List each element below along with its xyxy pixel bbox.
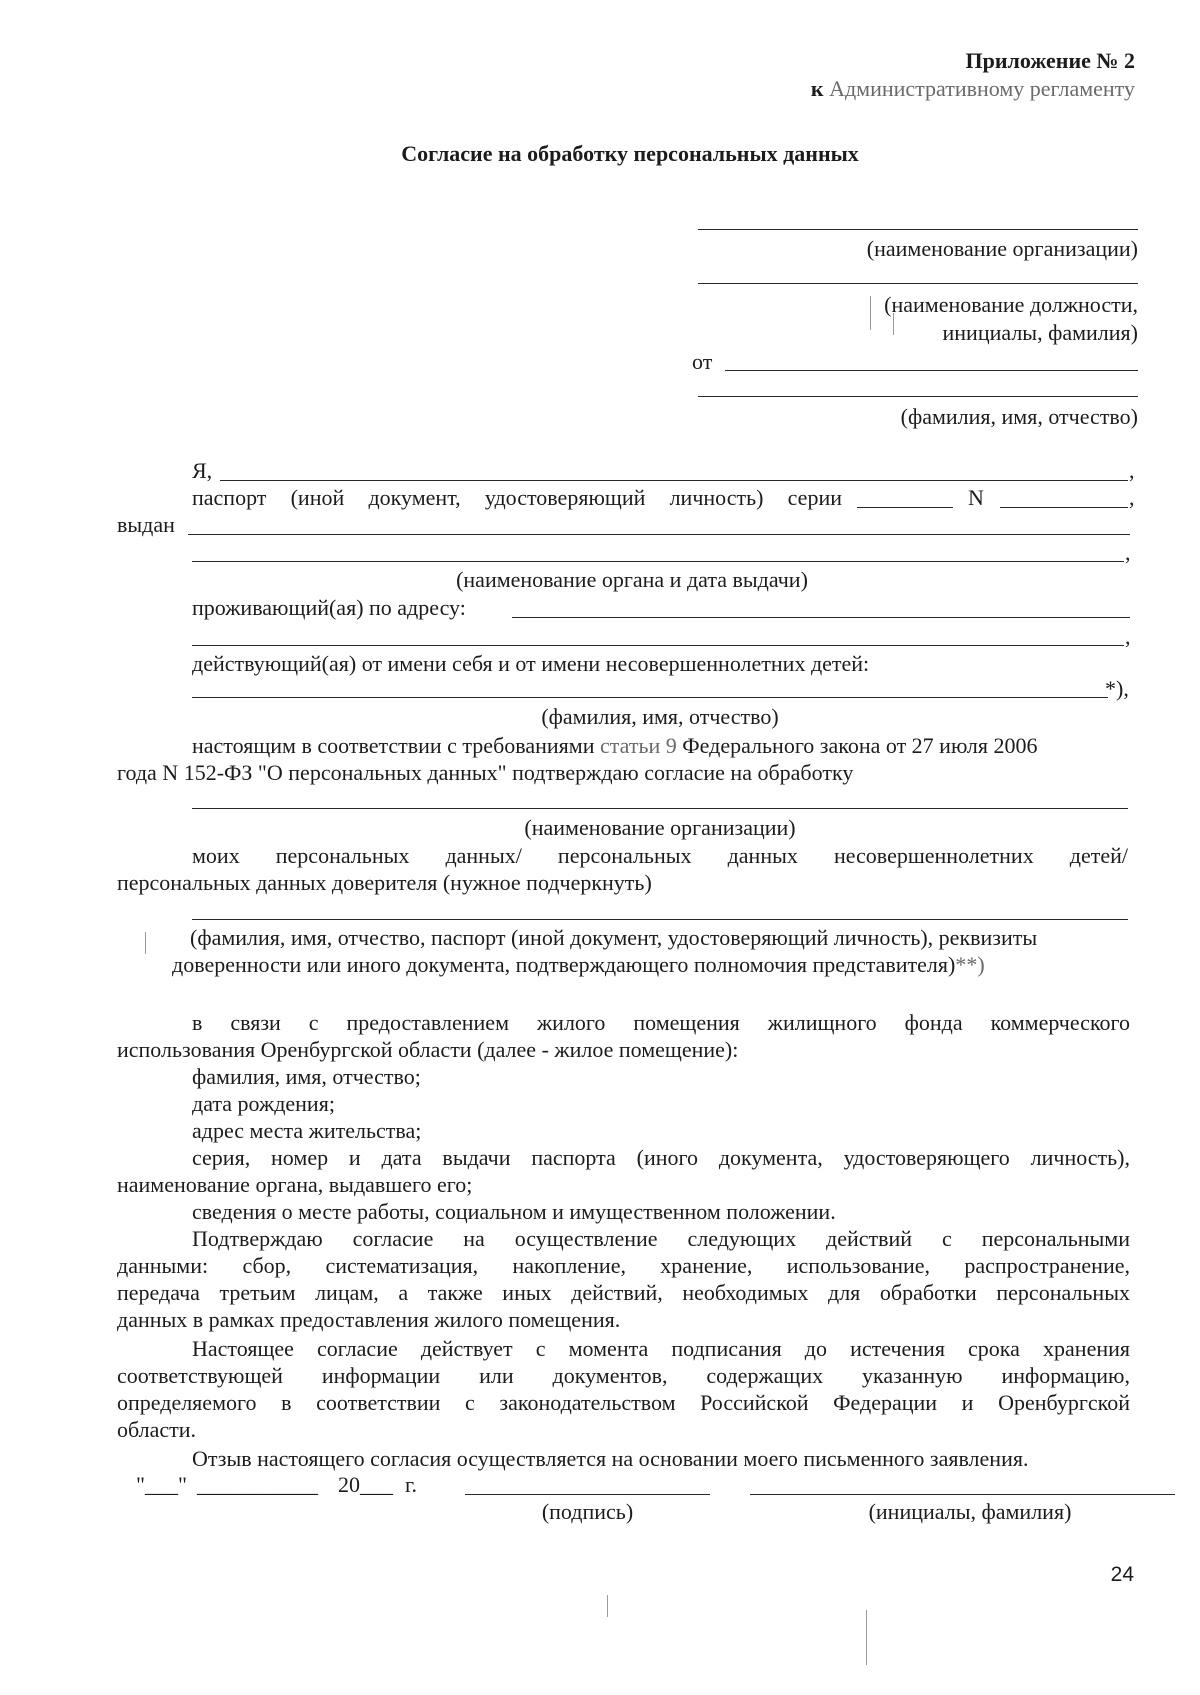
appendix-to-rest: Административному регламенту [829, 76, 1135, 101]
date-month[interactable]: ___________ [197, 1472, 318, 1497]
name-line[interactable] [750, 1494, 1175, 1495]
number-line[interactable] [1000, 507, 1128, 508]
issuer-caption: (наименование органа и дата выдачи) [456, 567, 808, 592]
children-line[interactable] [192, 697, 1108, 698]
appendix-to-prefix: к [810, 76, 824, 101]
validity-line-3: определяемого в соответствии с законодательством Российской Федерации и Оренбургской [117, 1390, 1130, 1415]
list-item: дата рождения; [192, 1091, 335, 1116]
scan-mark [866, 1610, 867, 1665]
number-label: N [968, 485, 984, 510]
i-fullname-line[interactable] [220, 480, 1128, 481]
actions-line-1: Подтверждаю согласие на осуществление следующих действий с персональными [192, 1226, 1130, 1251]
rep-caption-2 [172, 952, 985, 978]
law-text-c: Федерального закона от 27 июля 2006 [682, 733, 1038, 758]
purpose-line-2: использования Оренбургской области (далее - жилое помещение): [117, 1037, 739, 1062]
address-comma: , [1125, 624, 1131, 649]
law-article-link[interactable]: статьи 9 [600, 733, 677, 758]
from-label: от [692, 349, 713, 374]
validity-line-2: соответствующей информации или документов, содержащих указанную информацию, [117, 1363, 1130, 1388]
issued-line-1[interactable] [188, 534, 1130, 535]
i-label: Я, [192, 458, 213, 483]
my-data-line-2: персональных данных доверителя (нужное подчеркнуть) [117, 870, 652, 895]
scan-mark [145, 932, 146, 954]
scan-mark [893, 313, 894, 335]
children-star: *), [1105, 676, 1129, 701]
representative-line[interactable] [192, 919, 1128, 920]
issued-comma: , [1125, 540, 1131, 565]
issued-label: выдан [117, 512, 175, 537]
scan-mark [607, 1595, 608, 1617]
validity-line-1: Настоящее согласие действует с момента подписания до истечения срока хранения [192, 1336, 1130, 1361]
my-data-line-1: моих персональных данных/ персональных данных несовершеннолетних детей/ [192, 843, 1128, 868]
law-line-1 [192, 733, 1037, 759]
from-line[interactable] [725, 370, 1138, 371]
passport-text: паспорт (иной документ, удостоверяющий личность) серии [192, 485, 842, 510]
actions-line-3: передача третьим лицам, а также иных действий, необходимых для обработки персональных [117, 1280, 1130, 1305]
children-caption: (фамилия, имя, отчество) [541, 704, 779, 729]
work-item: сведения о месте работы, социальном и имущественном положении. [192, 1199, 836, 1224]
series-line[interactable] [857, 507, 953, 508]
date-year-suffix: г. [405, 1472, 418, 1497]
purpose-line-1: в связи с предоставлением жилого помещения жилищного фонда коммерческого [192, 1010, 1130, 1035]
list-item: адрес места жительства; [192, 1118, 422, 1143]
residing-label: проживающий(ая) по адресу: [192, 595, 466, 620]
passport-comma: , [1129, 485, 1135, 510]
rep-caption-2-text: доверенности или иного документа, подтверждающего полномочия представителя) [172, 952, 956, 977]
appendix-subtitle [811, 76, 1135, 102]
issued-line-2[interactable] [192, 561, 1124, 562]
fio-line[interactable] [698, 396, 1138, 397]
consent-org-line[interactable] [192, 808, 1128, 809]
i-comma: , [1129, 458, 1135, 483]
date-day[interactable]: "___" [136, 1472, 187, 1497]
page-number: 24 [1110, 1563, 1134, 1586]
passport-item-line-1: серия, номер и дата выдачи паспорта (иного документа, удостоверяющего личность), [192, 1145, 1130, 1170]
appendix-title: Приложение № 2 [965, 48, 1135, 73]
passport-item-line-2: наименование органа, выдавшего его; [117, 1172, 473, 1197]
name-caption: (инициалы, фамилия) [868, 1499, 1072, 1524]
rep-caption-1: (фамилия, имя, отчество, паспорт (иной документ, удостоверяющий личность), реквизиты [190, 925, 1038, 950]
address-line-2[interactable] [192, 645, 1124, 646]
fio-caption: (фамилия, имя, отчество) [900, 404, 1138, 429]
law-line-2: года N 152-ФЗ "О персональных данных" подтверждаю согласие на обработку [117, 760, 854, 785]
org-name-line[interactable] [698, 229, 1138, 230]
position-caption-2: инициалы, фамилия) [942, 320, 1138, 345]
signature-caption: (подпись) [541, 1499, 634, 1524]
law-text-a: настоящим в соответствии с требованиями [192, 733, 595, 758]
rep-caption-stars: **) [955, 952, 985, 977]
validity-line-4: области. [117, 1417, 197, 1442]
actions-line-4: данных в рамках предоставления жилого помещения. [117, 1307, 621, 1332]
position-caption-1: (наименование должности, [884, 292, 1138, 317]
org-name-caption: (наименование организации) [866, 236, 1138, 261]
revocation-text: Отзыв настоящего согласия осуществляется на основании моего письменного заявления. [192, 1446, 1029, 1471]
acting-label: действующий(ая) от имени себя и от имени несовершеннолетних детей: [192, 651, 870, 676]
date-year[interactable]: 20___ [338, 1472, 393, 1497]
address-line-1[interactable] [512, 617, 1130, 618]
document-title: Согласие на обработку персональных данных [401, 141, 859, 166]
list-item: фамилия, имя, отчество; [192, 1064, 421, 1089]
actions-line-2: данными: сбор, систематизация, накопление, хранение, использование, распространение, [117, 1253, 1130, 1278]
scan-mark [870, 296, 871, 330]
position-line[interactable] [698, 283, 1138, 284]
signature-line[interactable] [465, 1494, 710, 1495]
consent-org-caption: (наименование организации) [524, 815, 796, 840]
